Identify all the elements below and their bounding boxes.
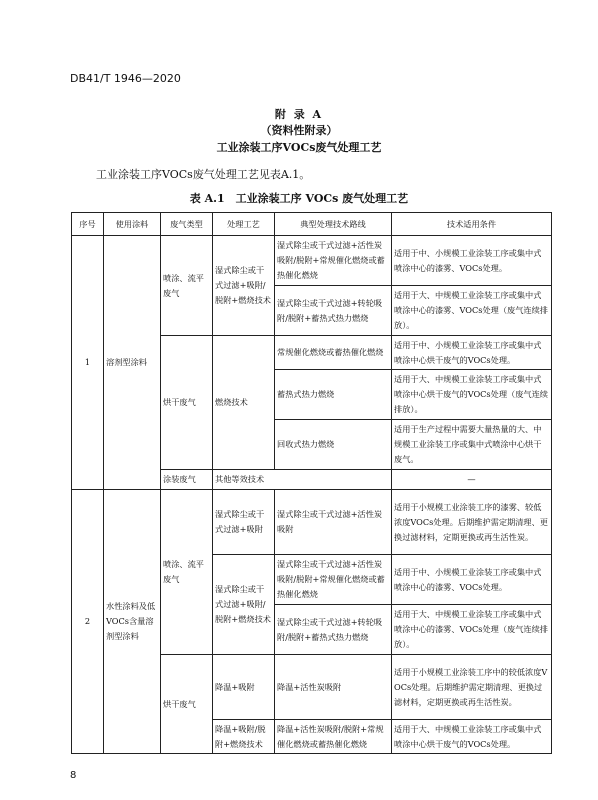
condition: — <box>392 470 552 490</box>
process: 燃烧技术 <box>213 336 275 470</box>
route: 湿式除尘或干式过滤+转轮吸附/脱附+蓄热式热力燃烧 <box>275 605 392 655</box>
gas-type: 喷涂、流平废气 <box>161 236 213 336</box>
appendix-label: 附 录 A <box>274 108 324 121</box>
condition: 适用于大、中规模工业涂装工序或集中式喷涂中心的漆雾、VOCs处理（废气连续排放）。 <box>392 605 552 655</box>
coating-type: 溶剂型涂料 <box>104 236 161 490</box>
condition: 适用于生产过程中需要大量热量的大、中规模工业涂装工序或集中式喷涂中心烘干废气。 <box>392 420 552 470</box>
appendix-type: （资料性附录） <box>260 124 338 137</box>
page-number: 8 <box>70 770 77 781</box>
route: 蓄热式热力燃烧 <box>275 370 392 420</box>
route: 湿式除尘或干式过滤+活性炭吸附/脱附+常规催化燃烧或蓄热催化燃烧 <box>275 236 392 286</box>
header-process: 处理工艺 <box>213 213 275 236</box>
header-route: 典型处理技术路线 <box>275 213 392 236</box>
gas-type: 烘干废气 <box>161 336 213 470</box>
route: 常规催化燃烧或蓄热催化燃烧 <box>275 336 392 370</box>
condition: 适用于中、小规模工业涂装工序或集中式喷涂中心的漆雾、VOCs处理。 <box>392 555 552 605</box>
header-no: 序号 <box>72 213 104 236</box>
condition: 适用于大、中规模工业涂装工序或集中式喷涂中心烘干废气的VOCs处理。 <box>392 720 552 754</box>
condition: 适用于中、小规模工业涂装工序或集中式喷涂中心的漆雾、VOCs处理。 <box>392 236 552 286</box>
header-gas-type: 废气类型 <box>161 213 213 236</box>
header-coating: 使用涂料 <box>104 213 161 236</box>
table-caption: 表 A.1 工业涂装工序 VOCs 废气处理工艺 <box>189 192 409 205</box>
process: 湿式除尘或干式过滤+吸附/脱附+燃烧技术 <box>213 236 275 336</box>
row-number: 2 <box>72 490 104 754</box>
gas-type: 涂装废气 <box>161 470 213 490</box>
gas-type: 喷涂、流平废气 <box>161 490 213 655</box>
header-condition: 技术适用条件 <box>392 213 552 236</box>
condition: 适用于大、中规模工业涂装工序或集中式喷涂中心烘干废气的VOCs处理（废气连续排放）。 <box>392 370 552 420</box>
condition: 适用于中、小规模工业涂装工序或集中式喷涂中心烘干废气的VOCs处理。 <box>392 336 552 370</box>
condition: 适用于小规模工业涂装工序的漆雾、较低浓度VOCs处理。后期维护需定期清理、更换过滤材料，定期更换或再生活性炭。 <box>392 490 552 555</box>
condition: 适用于大、中规模工业涂装工序或集中式喷涂中心的漆雾、VOCs处理（废气连续排放）。 <box>392 286 552 336</box>
table-header-row <box>72 213 552 236</box>
process: 湿式除尘或干式过滤+吸附/脱附+燃烧技术 <box>213 555 275 655</box>
route: 降温+活性炭吸附 <box>275 655 392 720</box>
row-number: 1 <box>72 236 104 490</box>
process: 降温+吸附 <box>213 655 275 720</box>
coating-type: 水性涂料及低VOCs含量溶剂型涂料 <box>104 490 161 754</box>
route: 回收式热力燃烧 <box>275 420 392 470</box>
table-row <box>72 236 552 286</box>
route: 降温+活性炭吸附/脱附+常规催化燃烧或蓄热催化燃烧 <box>275 720 392 754</box>
intro-paragraph: 工业涂装工序VOCs废气处理工艺见表A.1。 <box>96 168 311 181</box>
route: 湿式除尘或干式过滤+活性炭吸附 <box>275 490 392 555</box>
table-row <box>72 490 552 555</box>
gas-type: 烘干废气 <box>161 655 213 754</box>
condition: 适用于小规模工业涂装工序中的较低浓度VOCs处理。后期维护需定期清理、更换过滤材料，定期更换或再生活性炭。 <box>392 655 552 720</box>
route: 湿式除尘或干式过滤+转轮吸附/脱附+蓄热式热力燃烧 <box>275 286 392 336</box>
process-table <box>71 212 552 754</box>
process: 湿式除尘或干式过滤+吸附 <box>213 490 275 555</box>
document-id: DB41/T 1946—2020 <box>70 72 181 85</box>
process: 其他等效技术 <box>213 470 392 490</box>
appendix-title: 工业涂装工序VOCs废气处理工艺 <box>216 141 382 154</box>
process: 降温+吸附/脱附+燃烧技术 <box>213 720 275 754</box>
route: 湿式除尘或干式过滤+活性炭吸附/脱附+常规催化燃烧或蓄热催化燃烧 <box>275 555 392 605</box>
